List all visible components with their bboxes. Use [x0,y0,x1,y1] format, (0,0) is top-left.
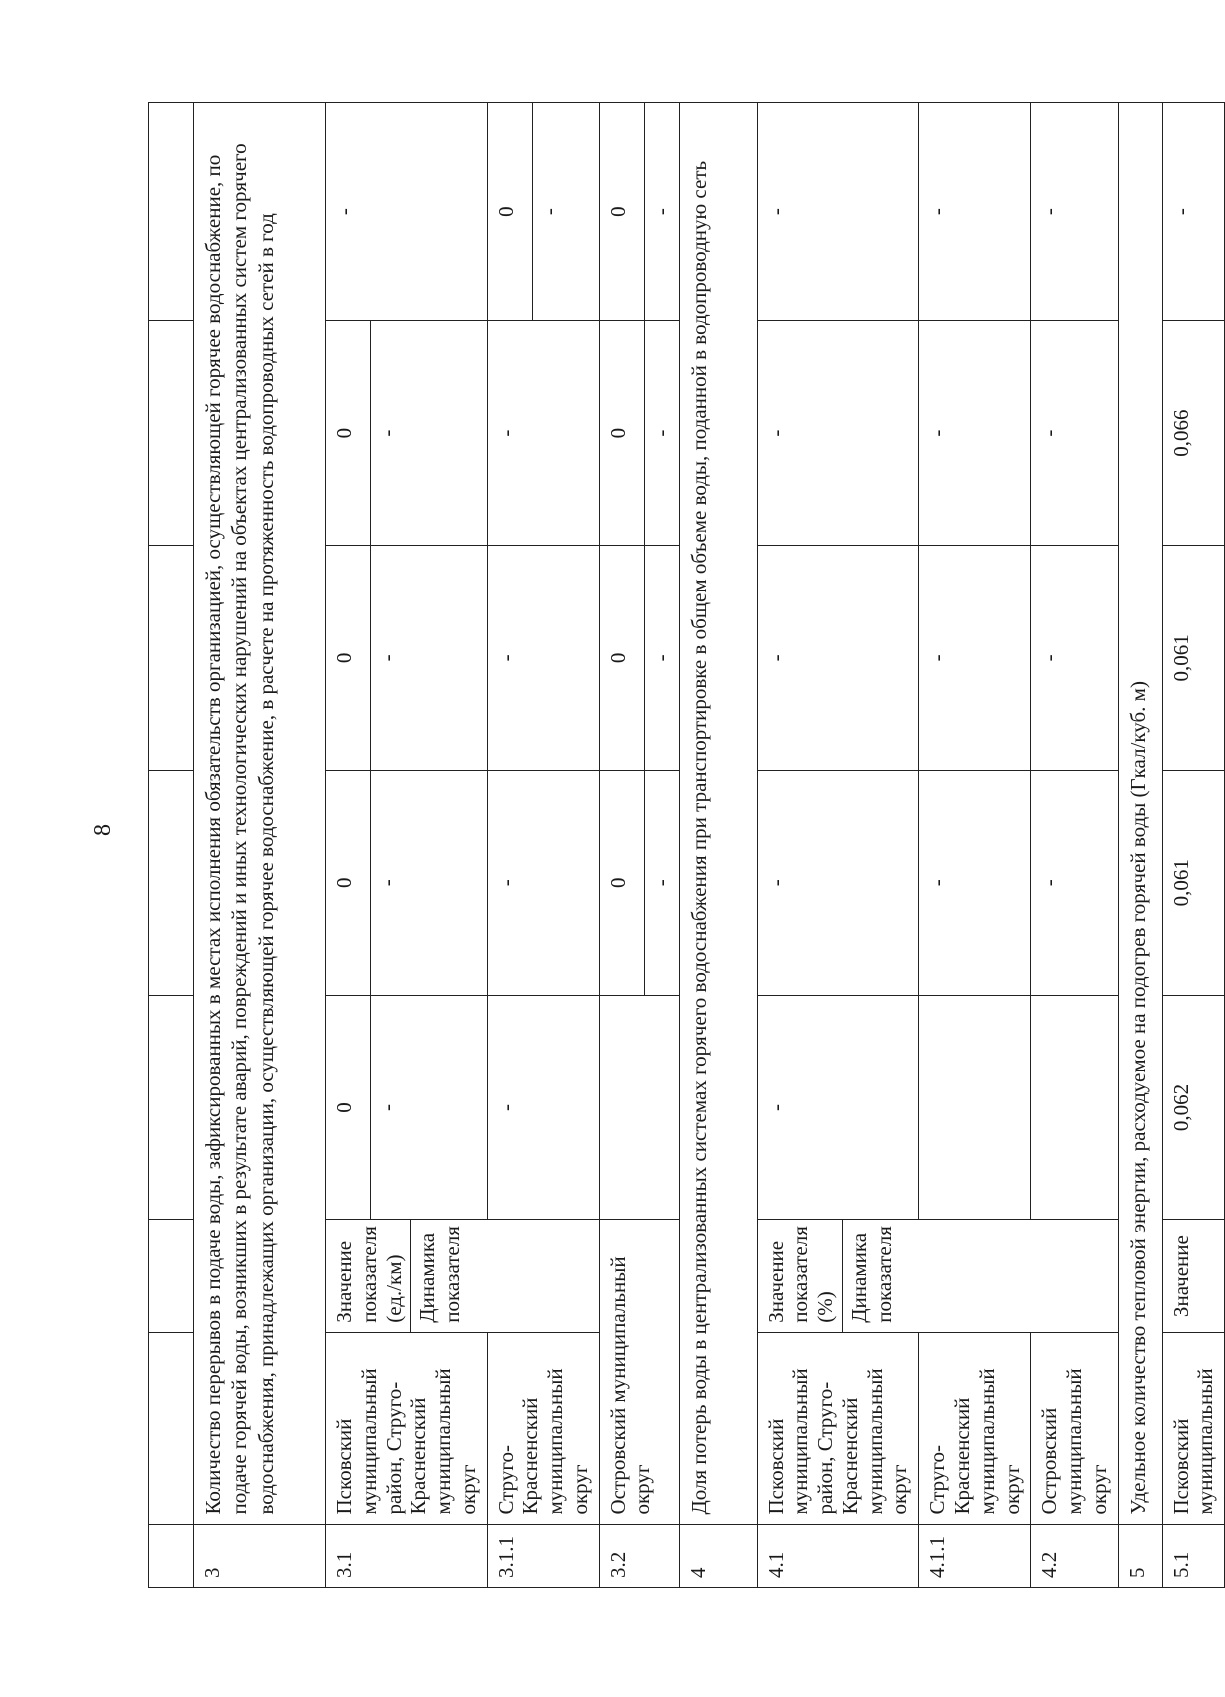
territory-name: Струго-Красненский муниципальный округ [487,1332,599,1524]
page-number: 8 [90,824,116,836]
value-cell [1031,321,1118,546]
indicator-dynamics-label: Динамика показателя [415,1226,465,1323]
value: - [1037,879,1062,887]
value-cell [599,103,679,321]
value-cell [599,995,679,1220]
value: 0,061 [1168,634,1193,682]
header-cell [149,546,194,771]
value-cell [487,103,599,321]
value: 0 [600,321,645,545]
table-row-3-1-1 [487,103,599,1588]
value: 0,062 [1168,1083,1193,1132]
value-cell [487,770,599,995]
value: 0,066 [1168,409,1193,457]
section-row-4 [679,103,757,1588]
value-cell [757,770,919,995]
value-cell [757,995,919,1220]
value: 0 [326,546,371,770]
value: - [763,208,788,216]
value-cell [599,770,679,995]
row-number: 5 [1118,1524,1162,1587]
dynamics: - [375,879,399,887]
value-cell [326,103,488,321]
row-number: 5.1 [1162,1524,1225,1587]
dynamics: - [375,429,399,437]
value-cell [757,546,919,771]
header-cell [149,321,194,546]
value-cell [1162,546,1225,771]
value-cell [757,321,919,546]
section-title: Доля потерь воды в централизованных системах горячего водоснабжения при транспортировке в общем объеме воды, поданной в водопроводную сеть [679,103,757,1525]
value: 0 [326,996,371,1220]
value-cell [919,770,1031,995]
value-cell [487,995,599,1220]
value: - [1037,208,1062,216]
value: 0,061 [1168,859,1193,907]
territory-name: Островский муниципальный округ [599,1220,679,1524]
dynamics: - [493,1104,518,1112]
value-cell [326,770,488,995]
dynamics: - [375,1104,399,1112]
value-cell [1031,995,1118,1220]
value: 0 [600,546,645,770]
value-cell [326,995,488,1220]
dynamics: - [648,654,673,662]
value-cell [919,546,1031,771]
header-cell [149,1524,194,1587]
dynamics: - [648,879,673,887]
header-cell [149,770,194,995]
indicator-label-cell [757,1220,1118,1332]
value-cell [1031,546,1118,771]
value-cell [599,321,679,546]
section-title: Удельное количество тепловой энергии, расходуемое на подогрев горячей воды (Гкал/куб. м) [1118,103,1162,1525]
value-cell [1162,321,1225,546]
dynamics: - [648,429,673,437]
value-cell [919,321,1031,546]
row-number: 4.1 [757,1524,919,1587]
value-cell [1162,770,1225,995]
territory-name: Псковский муниципальный [1162,1332,1225,1524]
value: - [763,654,788,662]
indicator-dynamics-label: Динамика показателя [846,1226,896,1323]
territory-name: Островский муниципальный округ [1031,1332,1118,1524]
indicators-table [148,102,1225,1588]
value-cell [1162,995,1225,1220]
value: 0 [488,103,533,320]
dynamics: - [493,654,518,662]
dynamics: - [332,208,356,216]
value-cell [487,546,599,771]
value-cell [487,321,599,546]
value: 0 [326,321,371,545]
value-cell [1031,103,1118,321]
table-row-4-1-1 [919,103,1031,1588]
territory-name: Струго-Красненский муниципальный округ [919,1332,1031,1524]
territory-name: Псковский муниципальный район, Струго-Красненский муниципальный округ [326,1332,488,1524]
value: 0 [600,103,645,320]
value-cell [1031,770,1118,995]
indicator-value-label: Значение показателя (ед./км) [326,1220,411,1331]
indicator-label-cell [326,1220,600,1332]
dynamics: - [536,208,561,216]
section-row-5 [1118,103,1162,1588]
header-row [149,103,194,1588]
value-cell [919,995,1031,1220]
value: 0 [600,771,645,995]
value: - [1037,654,1062,662]
row-number: 4 [679,1524,757,1587]
indicator-value-label: Значение [1162,1220,1225,1332]
table-row-3-1 [326,103,488,1588]
value-cell [326,546,488,771]
dynamics: - [493,879,518,887]
row-number: 3 [194,1524,326,1587]
rotated-table-container [148,102,1218,1588]
row-number: 3.1.1 [487,1524,599,1587]
row-number: 3.2 [599,1524,679,1587]
row-number: 4.2 [1031,1524,1118,1587]
value: - [925,429,950,437]
dynamics: - [493,429,518,437]
value-cell [757,103,919,321]
header-cell [149,103,194,321]
value: - [925,654,950,662]
row-number: 4.1.1 [919,1524,1031,1587]
value: - [1168,208,1193,216]
territory-name: Псковский муниципальный район, Струго-Красненский муниципальный округ [757,1332,919,1524]
section-title: Количество перерывов в подаче воды, зафиксированных в местах исполнения обязательств организацией, осуществляющей горячее водоснабжение, по подаче горячей воды, возникших в результате аварий, повреждений и иных технологических нарушений на объектах централизованных систем горячего водоснабжения, принадлежащих организации, осуществляющей горячее водоснабжение, в расчете на протяженность водопроводных сетей в год [194,103,326,1525]
value: - [763,879,788,887]
value-cell [326,321,488,546]
value-cell [1162,103,1225,321]
header-cell [149,995,194,1220]
value: - [763,1104,788,1112]
table-row-3-2 [599,103,679,1588]
value-cell [919,103,1031,321]
header-cell [149,1220,194,1332]
value: - [925,879,950,887]
value: - [925,208,950,216]
header-cell [149,1332,194,1524]
table-row-4-1 [757,103,919,1588]
value: - [763,429,788,437]
value: - [1037,429,1062,437]
indicator-value-label: Значение показателя (%) [758,1220,843,1331]
value: 0 [326,771,371,995]
row-number: 3.1 [326,1524,488,1587]
value-cell [599,546,679,771]
table-row-5-1 [1162,103,1225,1588]
dynamics: - [648,208,673,216]
dynamics: - [375,654,399,662]
table-row-4-2 [1031,103,1118,1588]
section-row-3 [194,103,326,1588]
